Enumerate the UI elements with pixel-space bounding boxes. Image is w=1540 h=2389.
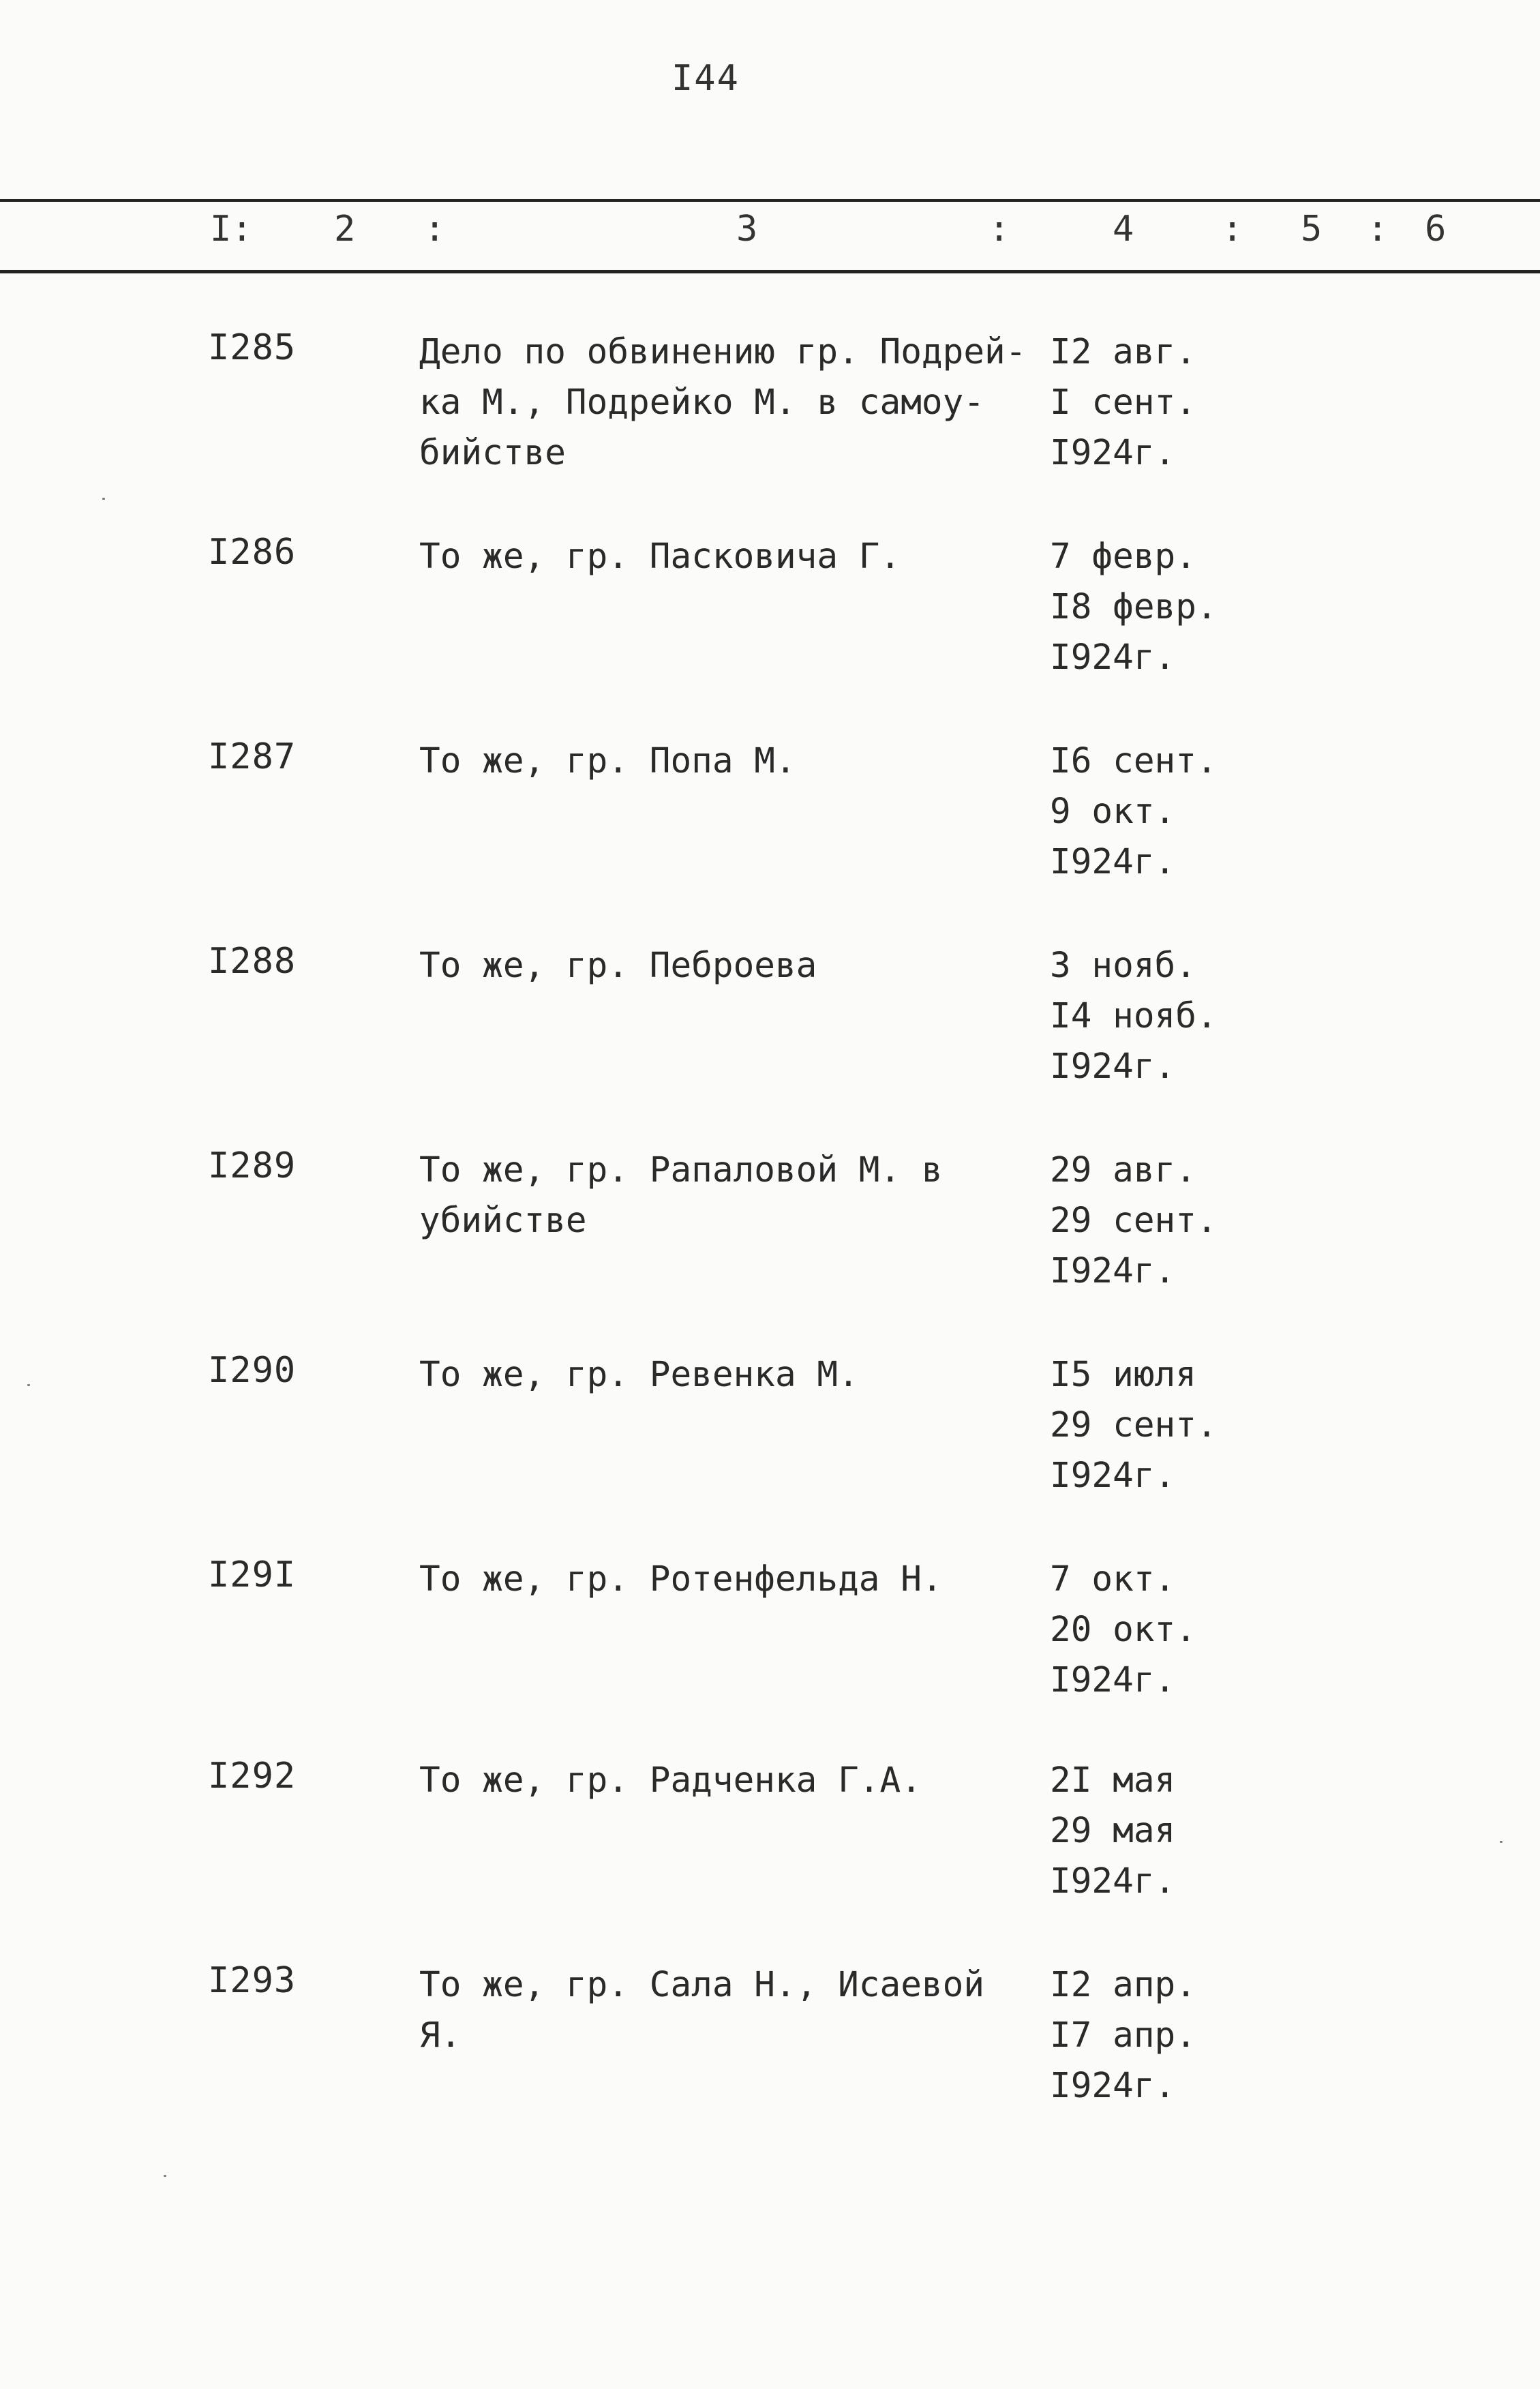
header-col-6: 6 bbox=[1425, 209, 1447, 250]
start-date: 2I мая bbox=[1050, 1760, 1176, 1801]
start-date: 3 нояб. bbox=[1050, 946, 1196, 986]
entry-dates bbox=[1050, 532, 1323, 683]
entry-year: I924г. bbox=[1050, 1047, 1176, 1087]
entry-dates bbox=[1050, 1145, 1323, 1297]
entry-number: I287 bbox=[208, 736, 297, 777]
end-date: I4 нояб. bbox=[1050, 996, 1218, 1036]
entry-description: То же, гр. Рапаловой М. в убийстве bbox=[419, 1150, 943, 1241]
entry-description: То же, гр. Попа М. bbox=[419, 741, 796, 781]
end-date: 20 окт. bbox=[1050, 1610, 1196, 1650]
start-date: 7 окт. bbox=[1050, 1559, 1176, 1599]
entry-year: I924г. bbox=[1050, 1456, 1176, 1496]
entry-description: То же, гр. Пасковича Г. bbox=[419, 537, 901, 577]
header-col-1: I: bbox=[210, 209, 253, 250]
entry-number: I289 bbox=[208, 1145, 297, 1186]
entry-number: I288 bbox=[208, 941, 297, 982]
entry-dates bbox=[1050, 1756, 1323, 1907]
entry-dates bbox=[1050, 1554, 1323, 1706]
entry-dates bbox=[1050, 736, 1323, 888]
entry-description: То же, гр. Пеброева bbox=[419, 946, 817, 986]
entry-year: I924г. bbox=[1050, 1660, 1176, 1700]
header-col-4: 4 bbox=[1113, 209, 1134, 250]
header-separator: : bbox=[1222, 209, 1243, 250]
entry-year: I924г. bbox=[1050, 842, 1176, 882]
start-date: 29 авг. bbox=[1050, 1150, 1196, 1190]
entry-description: То же, гр. Ревенка М. bbox=[419, 1355, 859, 1395]
end-date: 9 окт. bbox=[1050, 792, 1176, 832]
entry-number: I290 bbox=[208, 1350, 297, 1391]
entry-year: I924г. bbox=[1050, 433, 1176, 473]
entry-number: I292 bbox=[208, 1756, 297, 1797]
start-date: 7 февр. bbox=[1050, 537, 1196, 577]
header-col-3: 3 bbox=[736, 209, 758, 250]
start-date: I2 авг. bbox=[1050, 332, 1196, 372]
entry-dates bbox=[1050, 1960, 1323, 2112]
start-date: I5 июля bbox=[1050, 1355, 1196, 1395]
end-date: 29 мая bbox=[1050, 1811, 1176, 1851]
end-date: 29 сент. bbox=[1050, 1201, 1218, 1241]
entry-number: I285 bbox=[208, 327, 297, 368]
entry-year: I924г. bbox=[1050, 1251, 1176, 1291]
entry-year: I924г. bbox=[1050, 2066, 1176, 2106]
scan-speck bbox=[27, 1384, 30, 1386]
end-date: I7 апр. bbox=[1050, 2015, 1196, 2056]
start-date: I2 апр. bbox=[1050, 1965, 1196, 2005]
entry-dates bbox=[1050, 1350, 1323, 1501]
scan-speck bbox=[1500, 1841, 1503, 1843]
entry-number: I286 bbox=[208, 532, 297, 573]
end-date: I8 февр. bbox=[1050, 587, 1218, 627]
scan-speck bbox=[164, 2175, 166, 2177]
header-col-2: 2 bbox=[334, 209, 356, 250]
entry-description: То же, гр. Сала Н., Исаевой Я. bbox=[419, 1965, 985, 2056]
entry-dates bbox=[1050, 941, 1323, 1092]
entry-dates bbox=[1050, 327, 1323, 479]
end-date: 29 сент. bbox=[1050, 1405, 1218, 1445]
start-date: I6 сент. bbox=[1050, 741, 1218, 781]
entry-number: I293 bbox=[208, 1960, 297, 2001]
entry-description: То же, гр. Ротенфельда Н. bbox=[419, 1559, 943, 1599]
header-separator: : bbox=[1367, 209, 1389, 250]
entry-description: Дело по обвинению гр. Подрей- ка М., Подрейко М. в самоу- бийстве bbox=[419, 332, 1027, 473]
entry-year: I924г. bbox=[1050, 637, 1176, 678]
entry-description: То же, гр. Радченка Г.А. bbox=[419, 1760, 922, 1801]
entry-year: I924г. bbox=[1050, 1861, 1176, 1902]
page-number: I44 bbox=[671, 58, 740, 99]
header-col-5: 5 bbox=[1301, 209, 1323, 250]
entry-number: I29I bbox=[208, 1554, 297, 1595]
header-separator: : bbox=[988, 209, 1010, 250]
header-top-rule bbox=[0, 199, 1540, 202]
header-separator: : bbox=[424, 209, 446, 250]
header-bottom-rule bbox=[0, 270, 1540, 273]
end-date: I сент. bbox=[1050, 382, 1196, 423]
scan-speck bbox=[102, 498, 105, 500]
